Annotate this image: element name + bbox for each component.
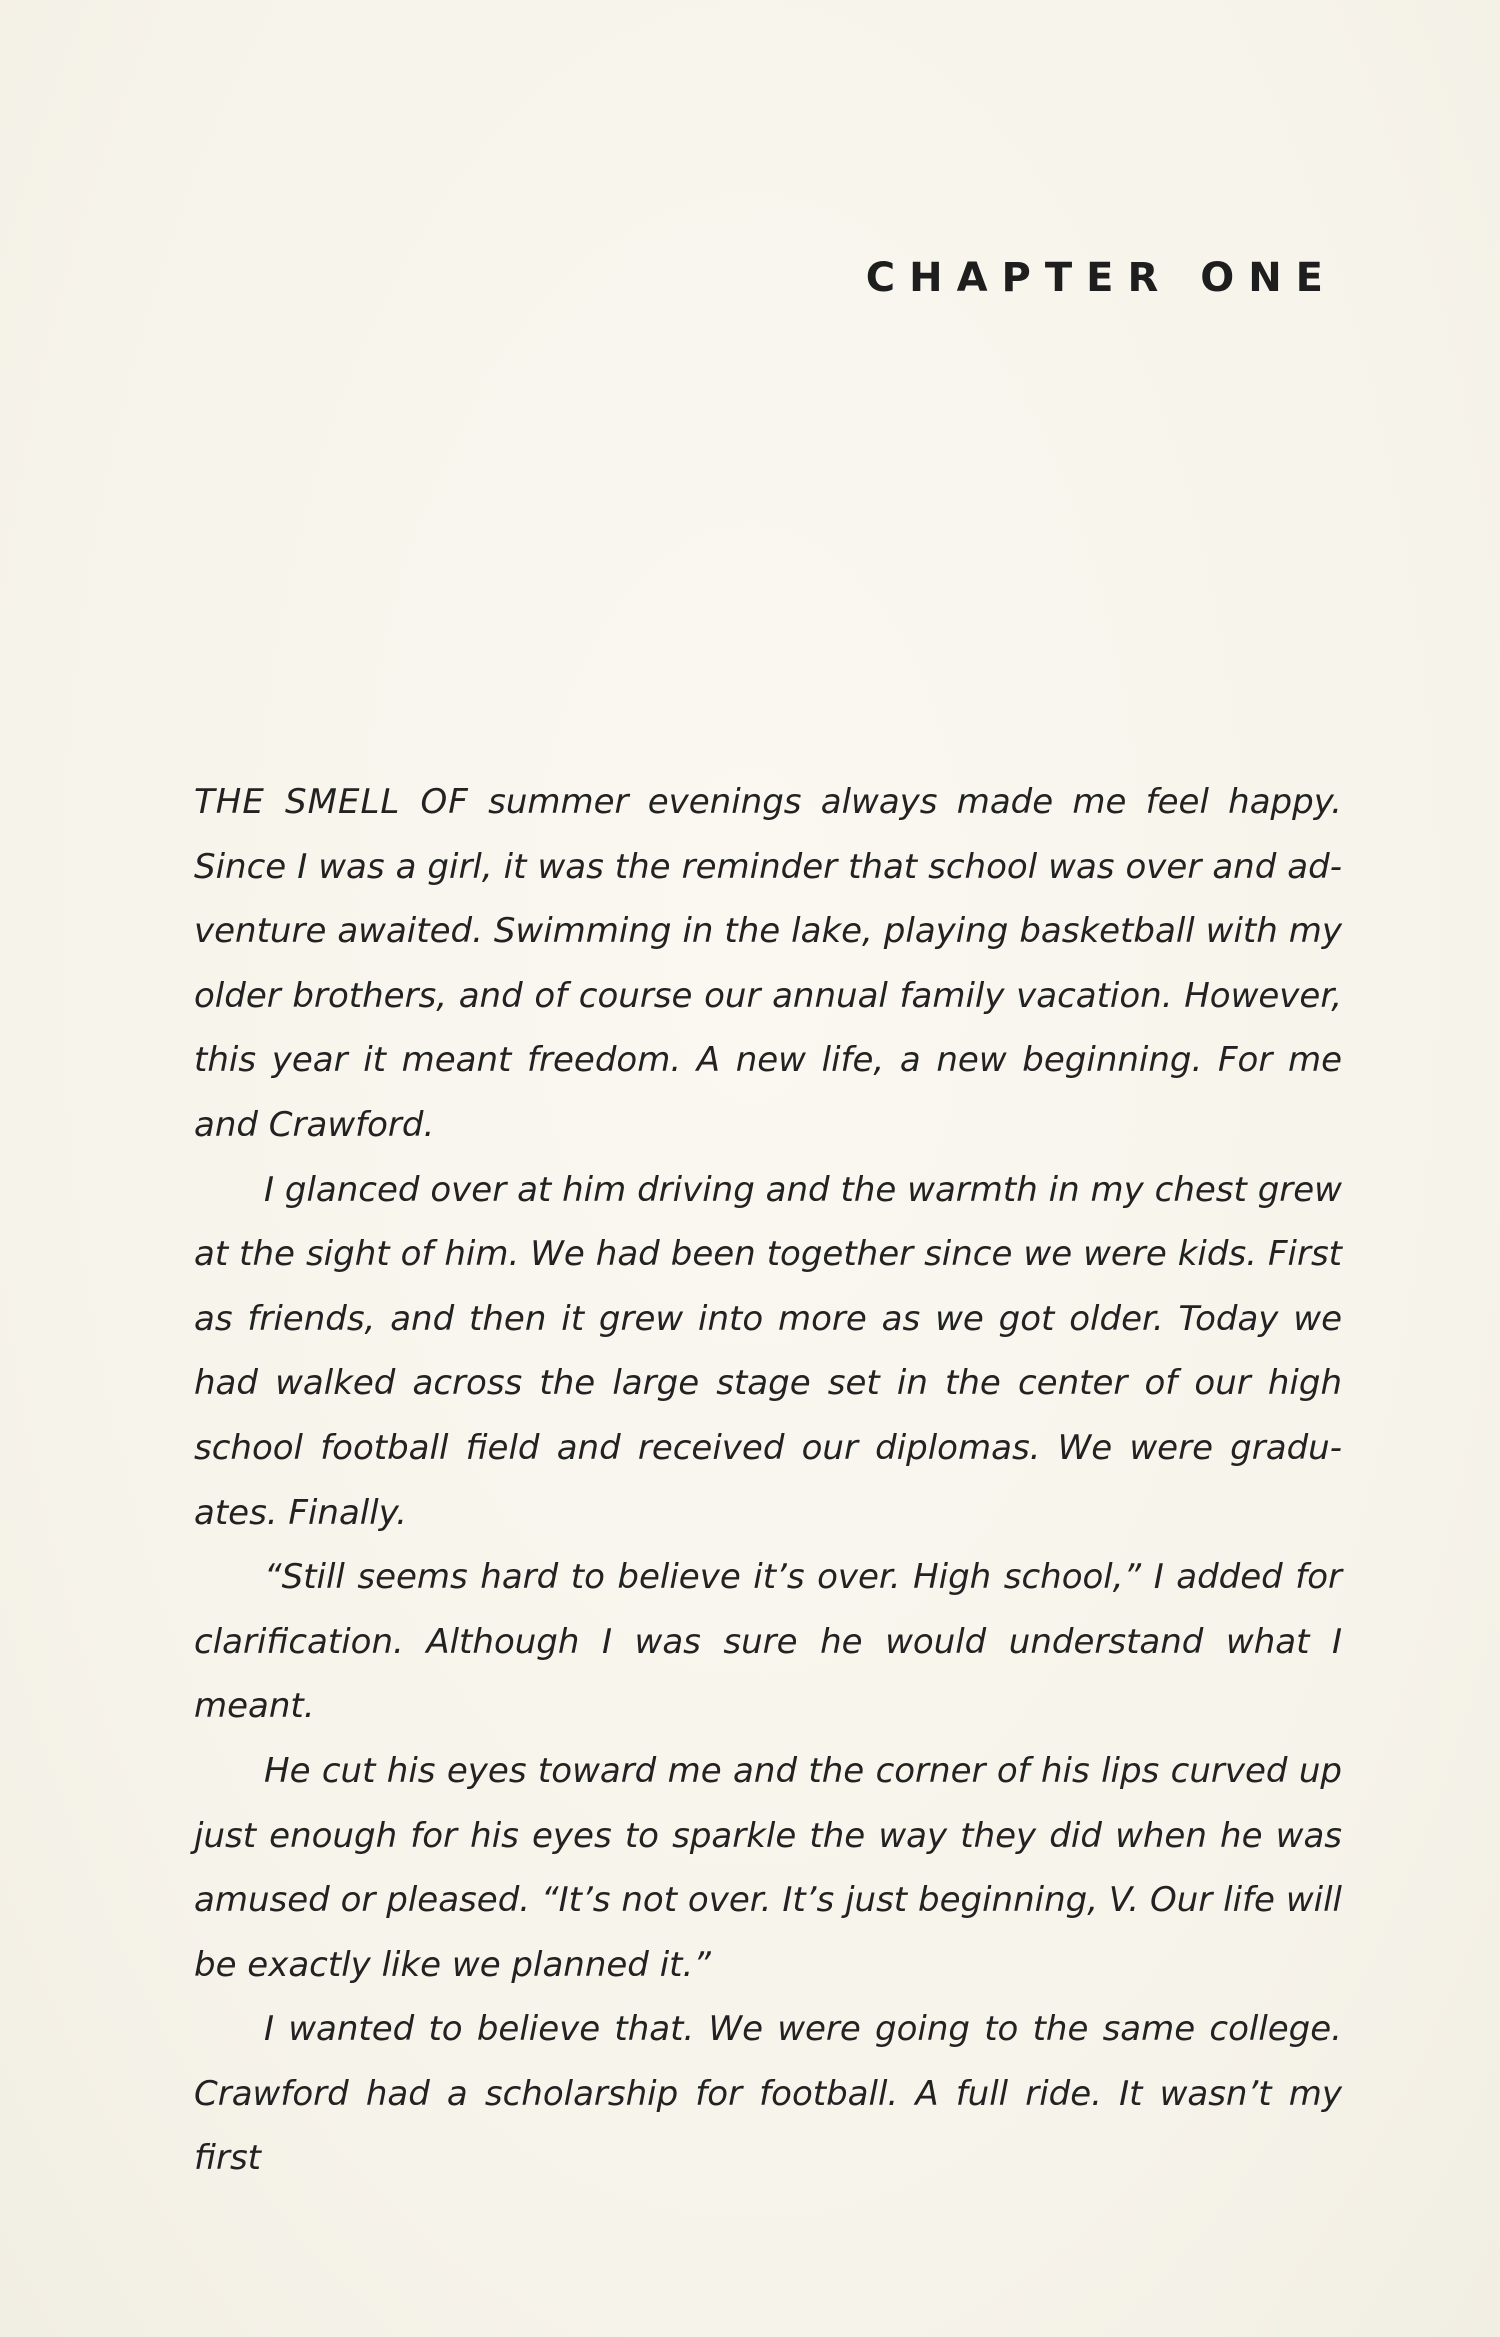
chapter-body <box>194 770 1342 2191</box>
paragraph-2: I glanced over at him driving and the warmth in my chest grew at the sight of him. We had been together since we were kids. First as friends, and then it grew into more as we got older. Today we had walked across the large stage set in the center of our high school football field and received our diplomas. We were graduates. Finally. <box>194 1169 1342 1533</box>
chapter-title: CHAPTER ONE <box>865 255 1337 301</box>
paragraph-3: “Still seems hard to believe it’s over. High school,” I added for clarification. Although I was sure he would understand what I meant. <box>194 1557 1342 1727</box>
paragraph-text: summer evenings always made me feel happy. Since I was a girl, it was the reminder that school was over and adventure awaited. Swimming in the lake, playing basketball with my older brothers, and of course our annual family vacation. However, this year it meant freedom. A new life, a new beginning. For me and Crawford. <box>194 782 1342 1145</box>
paragraph-1 <box>194 770 1342 1158</box>
paragraph-5: I wanted to believe that. We were going to the same college. Crawford had a scholarship for football. A full ride. It wasn’t my first <box>194 2009 1342 2179</box>
paragraph-lead: THE SMELL OF <box>194 782 469 822</box>
paragraph-4: He cut his eyes toward me and the corner of his lips curved up just enough for his eyes to sparkle the way they did when he was amused or pleased. “It’s not over. It’s just beginning, V. Our life will be exactly like we planned it.” <box>194 1750 1342 1985</box>
